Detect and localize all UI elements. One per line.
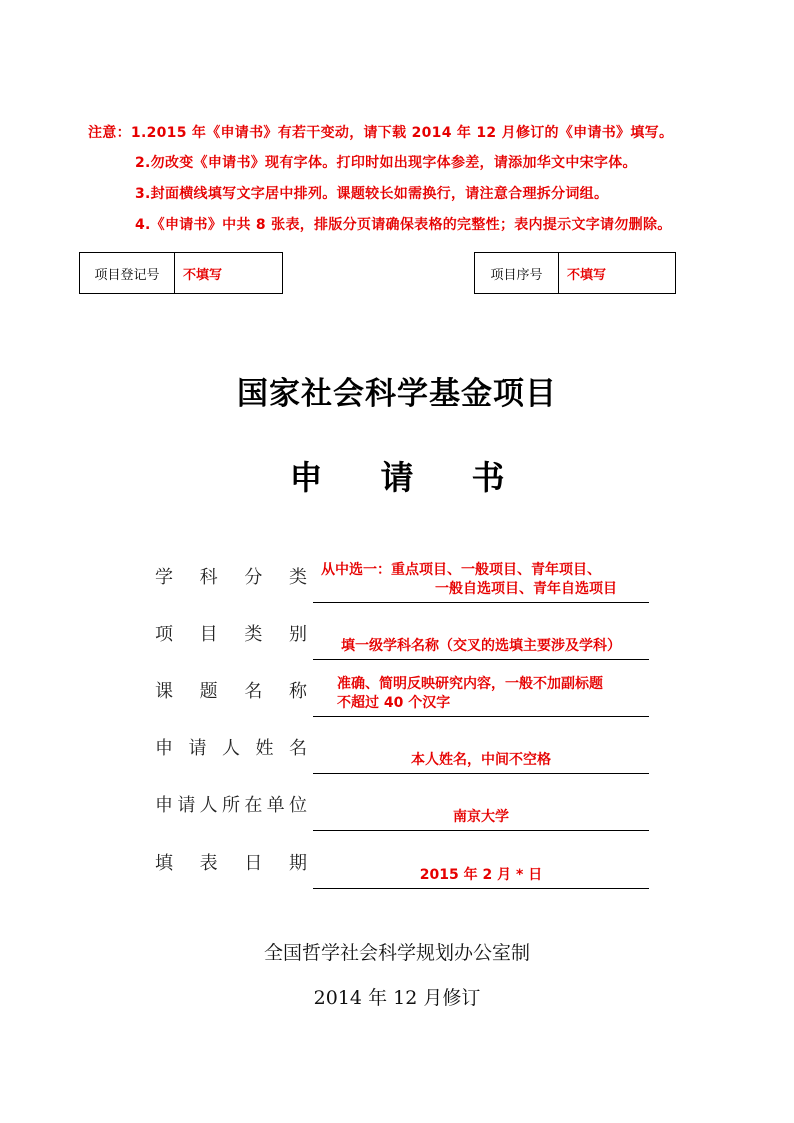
- notice-line-4: 4.《申请书》中共 8 张表，排版分页请确保表格的完整性；表内提示文字请勿删除。: [135, 217, 672, 233]
- field-label-fill-date: 填 表 日 期: [155, 853, 307, 874]
- notice-text-1: 1.2015 年《申请书》有若干变动，请下载 2014 年 12 月修订的《申请书》填写。: [130, 125, 674, 141]
- registration-number-box: [79, 252, 283, 294]
- field-row-project-title: [155, 659, 649, 717]
- field-value-line: 从中选一：重点项目、一般项目、青年项目、: [321, 562, 601, 578]
- field-label-applicant-unit: 申 请 人 所 在 单 位: [155, 795, 307, 816]
- field-value-line: 不超过 40 个汉字: [337, 695, 451, 711]
- field-label-project-category: 项 目 类 别: [155, 624, 307, 645]
- issuer-text: 全国哲学社会科学规划办公室制: [263, 942, 530, 964]
- field-value-applicant-name[interactable]: [313, 751, 649, 770]
- field-value-line: 准确、简明反映研究内容，一般不加副标题: [337, 676, 603, 692]
- field-value-project-category[interactable]: [313, 637, 649, 656]
- field-label-applicant-name: 申 请 人 姓 名: [155, 738, 307, 759]
- field-value-discipline[interactable]: [313, 561, 649, 599]
- notice-line-1: [88, 122, 673, 142]
- field-value-line: 南京大学: [453, 809, 509, 825]
- field-value-line: 一般自选项目、青年自选项目: [435, 581, 617, 597]
- field-value-project-title[interactable]: [313, 675, 649, 713]
- notice-line-2: 2.勿改变《申请书》现有字体。打印时如出现字体参差，请添加华文中宋字体。: [135, 155, 637, 171]
- revision-text: 2014 年 12 月修订: [313, 987, 481, 1009]
- field-row-discipline: [155, 545, 649, 603]
- sequence-number-label: 项目序号: [475, 253, 559, 293]
- document-main-title: 国家社会科学基金项目: [237, 376, 557, 412]
- field-label-discipline: 学 科 分 类: [155, 567, 307, 588]
- field-row-applicant-unit: [155, 773, 649, 831]
- field-underline: [313, 888, 649, 889]
- notice-line-3: 3.封面横线填写文字居中排列。课题较长如需换行，请注意合理拆分词组。: [135, 186, 609, 202]
- notice-prefix: 注意：: [88, 125, 131, 141]
- registration-number-value[interactable]: 不填写: [183, 267, 223, 283]
- field-value-applicant-unit[interactable]: [313, 808, 649, 827]
- field-row-fill-date: [155, 831, 649, 889]
- field-value-fill-date[interactable]: [313, 866, 649, 885]
- sequence-number-box: [474, 252, 676, 294]
- field-label-project-title: 课 题 名 称: [155, 681, 307, 702]
- registration-number-label: 项目登记号: [80, 253, 175, 293]
- document-sub-title: 申请书: [289, 458, 563, 497]
- field-value-line: 2015 年 2 月 * 日: [419, 867, 543, 883]
- field-value-line: 本人姓名，中间不空格: [411, 752, 551, 768]
- field-row-applicant-name: [155, 716, 649, 774]
- sequence-number-value[interactable]: 不填写: [567, 267, 607, 283]
- field-row-project-category: [155, 602, 649, 660]
- field-value-line: 填一级学科名称（交叉的选填主要涉及学科）: [341, 638, 621, 654]
